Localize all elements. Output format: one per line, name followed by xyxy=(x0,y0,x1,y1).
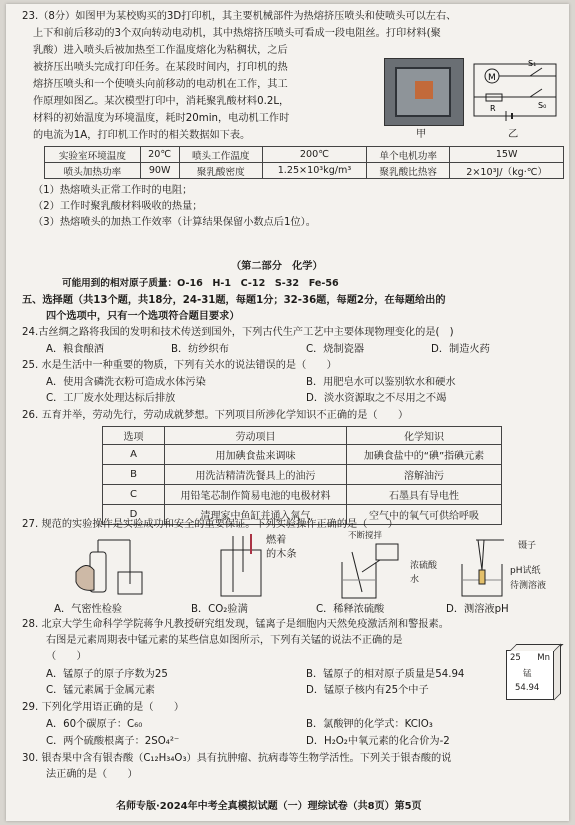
q29-option-a: A．60个碳原子：C₆₀ xyxy=(46,719,143,730)
label-water: 水 xyxy=(410,575,420,585)
table-row: 喷头加热功率 90W 聚乳酸密度 1.25×10³kg/m³ 聚乳酸比热容 2×10³J/（kg·℃） xyxy=(45,163,564,179)
label-stir: 不断搅拌 xyxy=(348,531,383,541)
q23-line-6: 作原理如图乙。某次模型打印中，消耗聚乳酸材料0.2L， xyxy=(33,96,290,107)
q27-stem: 27. 规范的实验操作是实验成功和安全的重要保证。下列实验操作正确的是（ ） xyxy=(22,519,398,530)
table-row: C 用铅笔芯制作简易电池的电极材料 石墨具有导电性 xyxy=(103,485,502,505)
printer-photo xyxy=(384,58,464,126)
label-tweezers: 镊子 xyxy=(518,541,537,551)
label-solution: 待测溶液 xyxy=(510,581,547,591)
q25-option-a: A．使用含磷洗衣粉可造成水体污染 xyxy=(46,377,206,388)
exam-page xyxy=(6,4,569,821)
part2-title: （第二部分 化学） xyxy=(231,261,323,272)
table-row: B 用洗洁精清洗餐具上的油污 溶解油污 xyxy=(103,465,502,485)
q23-line-4: 被挤压出喷头完成打印任务。在某段时间内，打印机的热 xyxy=(33,62,288,73)
element-name: 锰 xyxy=(523,669,532,679)
element-symbol: Mn xyxy=(537,653,550,663)
q23-line-2: 上下和前后移动的3个双向转动电动机，其中热熔挤压喷头可看成一段电阻丝。打印材料(聚 xyxy=(33,28,441,39)
q28-option-d: D．锰原子核内有25个中子 xyxy=(306,685,429,696)
q29-stem: 29. 下列化学用语正确的是（ ） xyxy=(22,702,185,713)
page-footer: 名师专版·2024年中考全真模拟试题（一）理综试卷（共8页）第5页 xyxy=(116,801,422,812)
q26-stem: 26. 五育并举，劳动先行，劳动成就梦想。下列项目所涉化学知识不正确的是（ ） xyxy=(22,410,409,421)
label-burning-2: 的木条 xyxy=(266,549,297,560)
manganese-element-cell xyxy=(506,650,554,700)
q23-line-3: 乳酸）进入喷头后被加热至工作温度熔化为粘稠状，之后 xyxy=(33,45,288,56)
atomic-number: 25 xyxy=(510,653,521,663)
q29-option-b: B．氯酸钾的化学式：KClO₃ xyxy=(306,719,433,730)
label-acid: 浓硫酸 xyxy=(410,561,438,571)
switch-s1 xyxy=(530,68,542,76)
motor-label: M xyxy=(488,73,496,83)
q24-option-b: B．纺纱织布 xyxy=(171,344,229,355)
q27-option-b: B．CO₂验满 xyxy=(191,604,248,615)
atomic-masses: 可能用到的相对原子质量：O-16 H-1 C-12 S-32 Fe-56 xyxy=(62,278,339,289)
apparatus-c-icon xyxy=(336,542,408,602)
q25-option-b: B．用肥皂水可以鉴别软水和硬水 xyxy=(306,377,456,388)
switch-s0 xyxy=(530,89,542,97)
q29-option-c: C．两个硫酸根离子：2SO₄²⁻ xyxy=(46,736,180,747)
q25-option-d: D．淡水资源取之不尽用之不竭 xyxy=(306,393,447,404)
apparatus-b-icon xyxy=(211,532,271,600)
q28-stem-1: 28. 北京大学生命科学学院蒋争凡教授研究组发现，锰离子是细胞内天然免疫激活剂和警报素。 xyxy=(22,619,449,630)
q28-stem-2: 右图是元素周期表中锰元素的某些信息如图所示，下列有关锰的说法不正确的是 xyxy=(46,635,403,646)
q30-line-2: 法正确的是（ ） xyxy=(46,769,138,780)
resistor-label: R xyxy=(490,104,496,113)
q28-stem-3: （ ） xyxy=(46,651,87,662)
table-row: A 用加碘食盐来调味 加碘食盐中的“碘”指碘元素 xyxy=(103,445,502,465)
q30-line-1: 30. 银杏果中含有银杏酸（C₁₂H₃₄O₃）具有抗肿瘤、抗病毒等生物学活性。下列关于银杏酸的说 xyxy=(22,753,452,764)
q27-option-d: D．测溶液pH xyxy=(446,604,509,615)
q23-sub-1: （1）热熔喷头正常工作时的电阻； xyxy=(33,185,193,196)
q23-sub-2: （2）工作时聚乳酸材料吸收的热量； xyxy=(33,201,203,212)
circuit-diagram xyxy=(468,56,563,126)
q28-option-b: B．锰原子的相对原子质量是54.94 xyxy=(306,669,465,680)
q24-stem: 24.古丝绸之路将我国的发明和技术传送到国外，下列古代生产工艺中主要体现物理变化的是( ) xyxy=(22,327,454,338)
table-row: 实验室环境温度 20℃ 喷头工作温度 200℃ 单个电机功率 15W xyxy=(45,147,564,163)
q23-sub-3: （3）热熔喷头的加热工作效率（计算结果保留小数点后1位）。 xyxy=(33,217,316,228)
q26-table xyxy=(102,426,502,525)
q28-option-c: C．锰元素属于金属元素 xyxy=(46,685,155,696)
atomic-mass: 54.94 xyxy=(515,683,540,693)
q25-stem: 25. 水是生活中一种重要的物质，下列有关水的说法错误的是（ ） xyxy=(22,360,337,371)
apparatus-a-icon xyxy=(68,532,148,600)
figure-label-jia: 甲 xyxy=(416,129,427,140)
table-header-row: 选项 劳动项目 化学知识 xyxy=(103,427,502,445)
q24-option-c: C．烧制瓷器 xyxy=(306,344,365,355)
label-burning-1: 燃着 xyxy=(266,535,287,546)
q25-option-c: C．工厂废水处理达标后排放 xyxy=(46,393,176,404)
table-row: D 清理家中鱼缸并通入氧气 空气中的氧气可供给呼吸 xyxy=(103,505,502,525)
switch-s1-label: S₁ xyxy=(528,59,537,68)
q23-line-7: 材料的初始温度为环境温度，耗时20min，电动机工作时 xyxy=(33,113,290,124)
q23-line-5: 熔挤压喷头和一个使喷头向前移动的电动机在工作，其工 xyxy=(33,79,288,90)
q23-line-1: 23.（8分）如图甲为某校购买的3D打印机，其主要机械部件为热熔挤压喷头和使喷头可以左右、 xyxy=(22,11,457,22)
label-ph-paper: pH试纸 xyxy=(510,566,541,576)
q29-option-d: D．H₂O₂中氧元素的化合价为-2 xyxy=(306,736,450,747)
q23-line-8: 的电流为1A，打印机工作时的相关数据如下表。 xyxy=(33,130,251,141)
q24-option-d: D．制造火药 xyxy=(431,344,490,355)
switch-s0-label: S₀ xyxy=(538,101,547,110)
section-title-line-2: 四个选项中，只有一个选项符合题目要求） xyxy=(46,311,240,322)
q27-option-a: A．气密性检验 xyxy=(54,604,123,615)
apparatus-d-icon xyxy=(456,536,516,600)
q27-option-c: C．稀释浓硫酸 xyxy=(316,604,385,615)
figure-label-yi: 乙 xyxy=(508,129,519,140)
q24-option-a: A．粮食酿酒 xyxy=(46,344,104,355)
q23-data-table xyxy=(44,146,564,179)
q28-option-a: A．锰原子的原子序数为25 xyxy=(46,669,168,680)
section-title-line-1: 五、选择题（共13个题，共18分，24-31题，每题1分；32-36题，每题2分，在每题给出的 xyxy=(22,295,446,306)
